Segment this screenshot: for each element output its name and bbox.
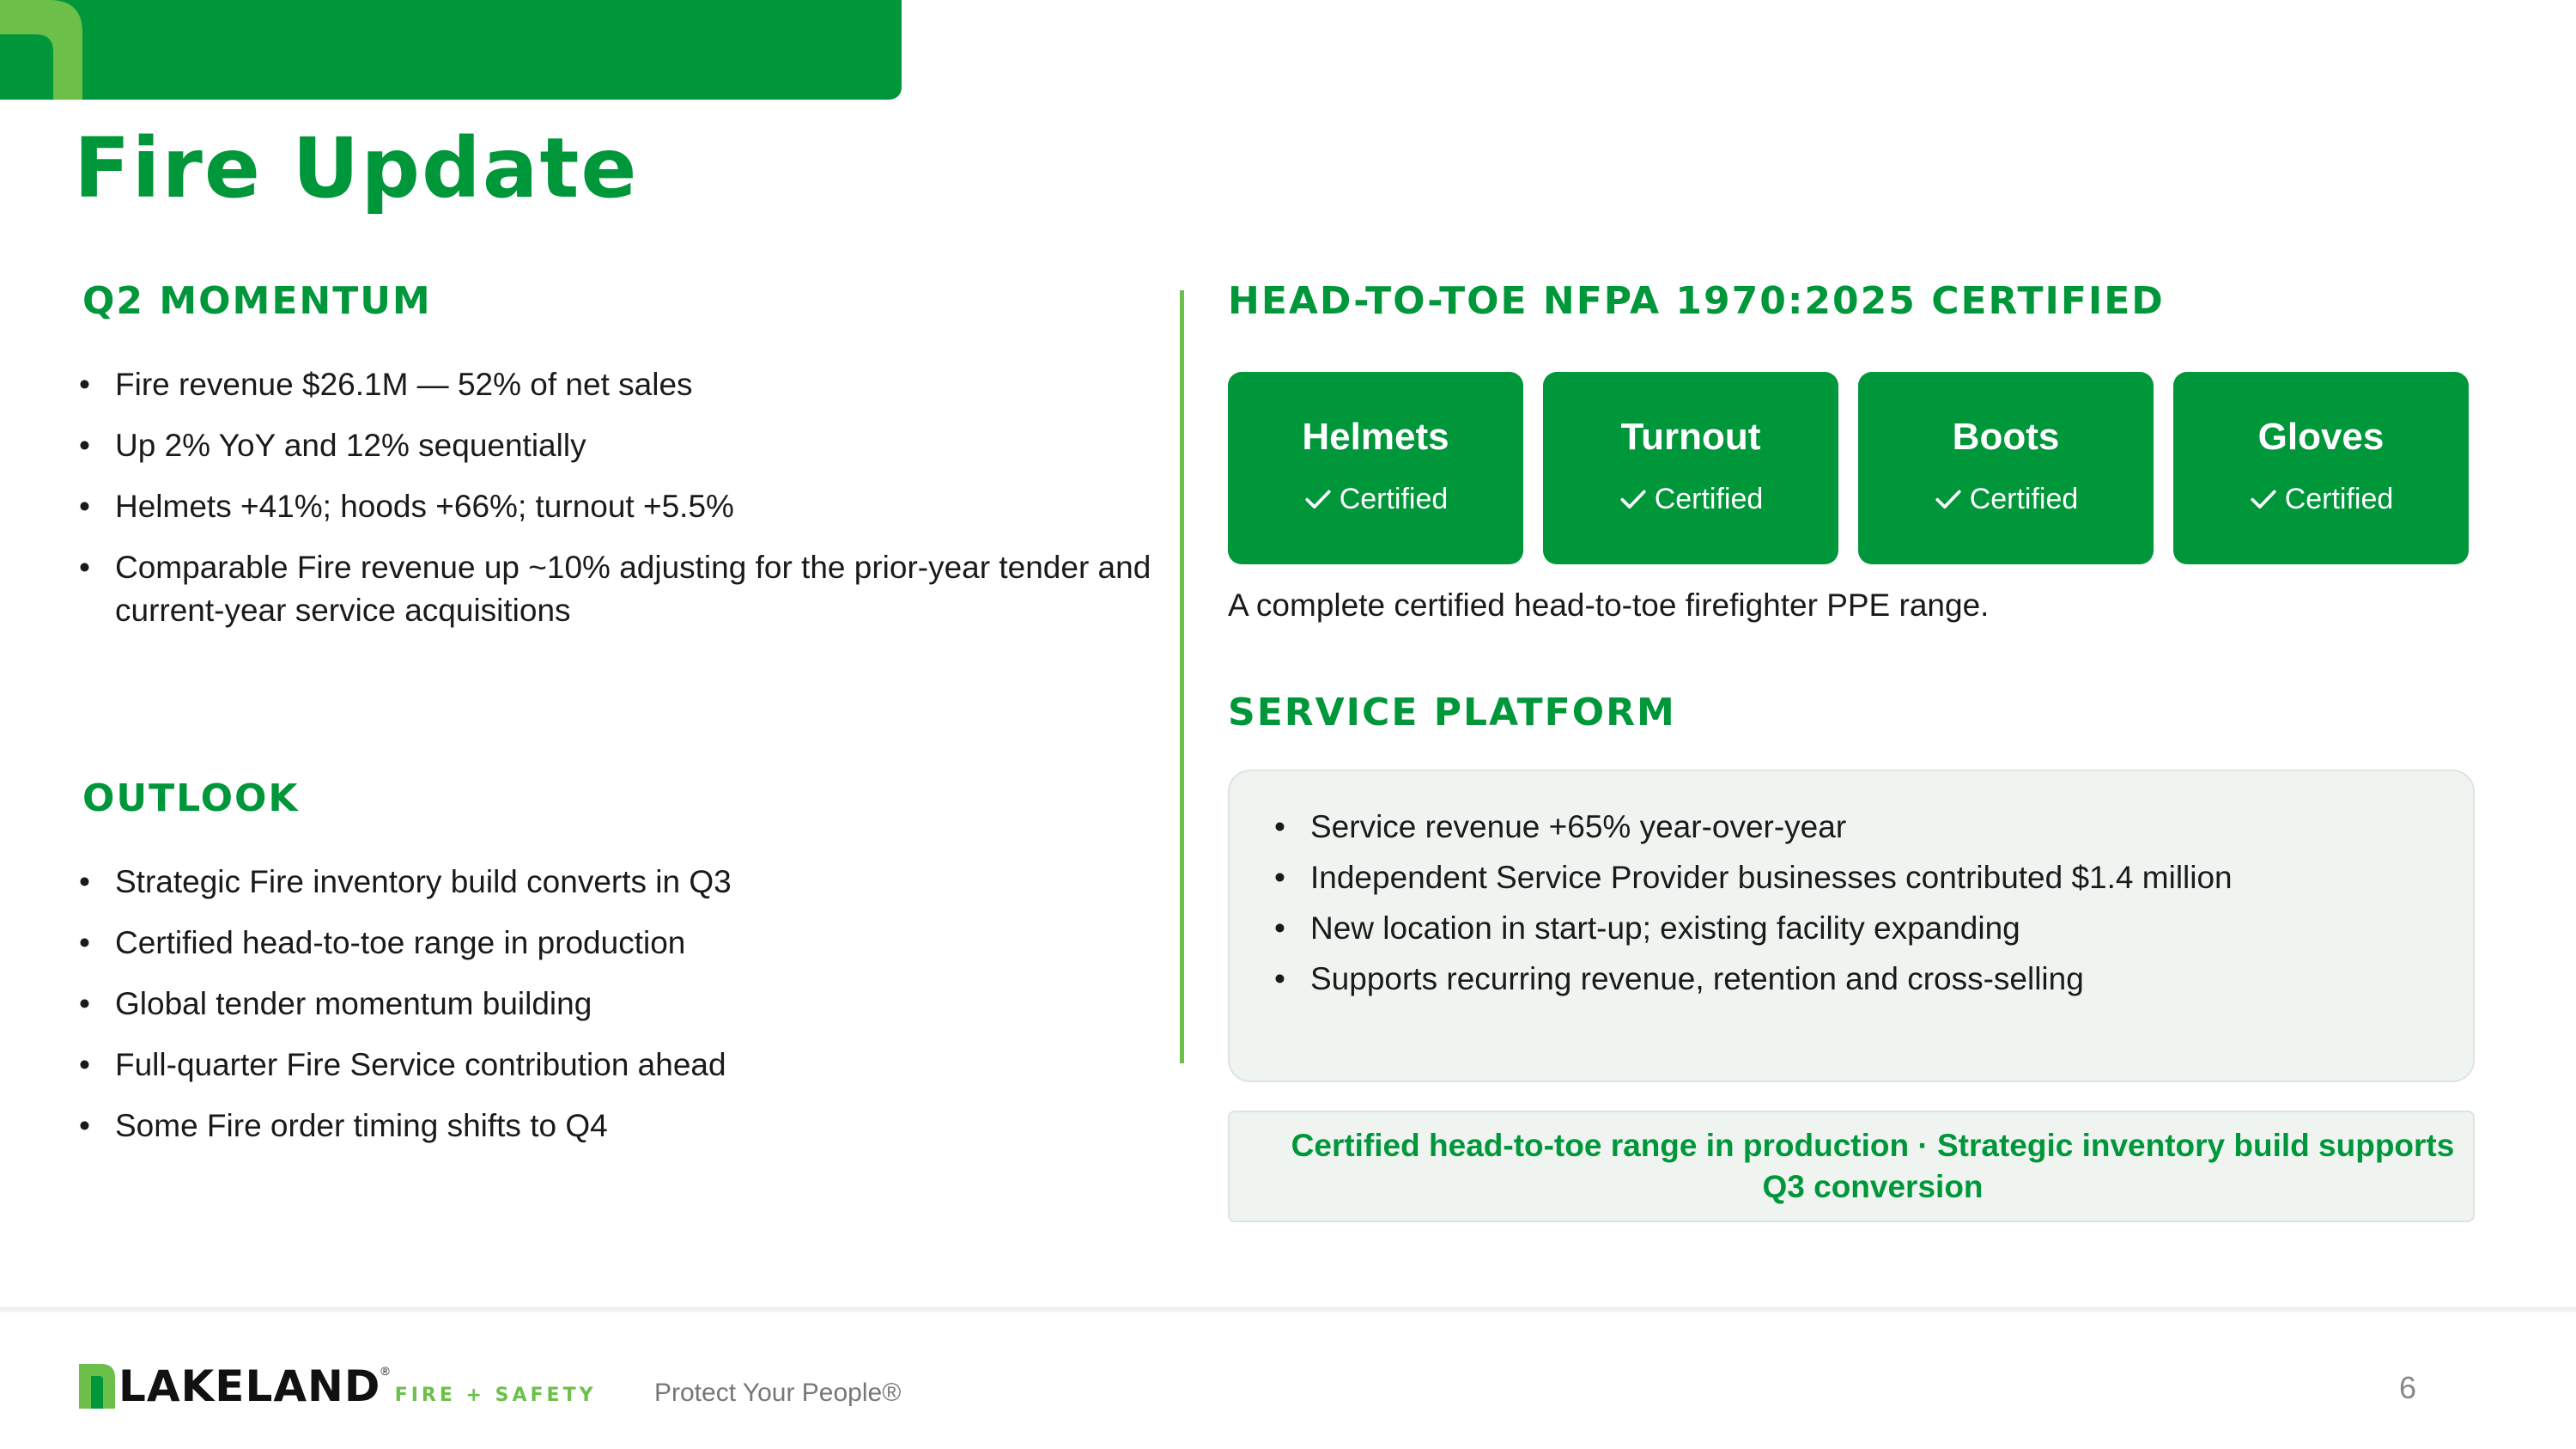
card-status [1934,475,2079,523]
card-status [1303,475,1449,523]
list-item: • Comparable Fire revenue up ~10% adjusting for the prior-year tender and current-year service acquisitions [79,546,1161,632]
card-title: Boots [1952,416,2060,458]
checkmark-icon [1303,484,1333,514]
checkmark-icon [1934,484,1963,514]
card-gloves [2173,372,2469,564]
service-platform-list [1274,806,2442,1008]
list-item: • Some Fire order timing shifts to Q4 [79,1105,1161,1148]
list-item: • Helmets +41%; hoods +66%; turnout +5.5% [79,485,1161,528]
card-helmets [1228,372,1523,564]
outlook-heading: OUTLOOK [82,776,300,820]
certified-cards [1228,372,2469,564]
q2-momentum-list [79,363,1161,650]
card-boots [1858,372,2154,564]
lakeland-logo [79,1361,597,1411]
page-title: Fire Update [74,120,639,216]
checkmark-icon [2249,484,2278,514]
card-status-label: Certified [1339,483,1449,515]
card-title: Turnout [1620,416,1761,458]
callout-text: Certified head-to-toe range in production · Strategic inventory build supports Q3 conversion [1291,1128,2455,1204]
footer-divider [0,1307,2576,1312]
logo-subtitle: FIRE + SAFETY [394,1385,597,1406]
list-item: • Supports recurring revenue, retention and cross-selling [1274,958,2442,1001]
outlook-list [79,861,1161,1166]
list-item: • Strategic Fire inventory build converts in Q3 [79,861,1161,904]
logo-wordmark: LAKELAND [118,1361,381,1411]
page-number: 6 [2399,1370,2417,1405]
brand-corner-mark-icon [0,0,82,100]
footer-tagline: Protect Your People® [654,1379,902,1407]
card-status [2249,475,2394,523]
list-item: • Service revenue +65% year-over-year [1274,806,2442,849]
service-platform-heading: SERVICE PLATFORM [1228,691,1676,734]
card-status-label: Certified [1654,483,1764,515]
summary-callout [1228,1111,2475,1222]
checkmark-icon [1619,484,1648,514]
list-item: • Independent Service Provider businesses contributed $1.4 million [1274,856,2442,899]
card-status [1619,475,1764,523]
header-band [0,0,902,100]
card-title: Gloves [2257,416,2385,458]
list-item: • Up 2% YoY and 12% sequentially [79,424,1161,467]
card-turnout [1543,372,1838,564]
list-item: • Full-quarter Fire Service contribution ahead [79,1044,1161,1087]
list-item: • Certified head-to-toe range in production [79,922,1161,965]
q2-momentum-heading: Q2 MOMENTUM [82,279,432,323]
logo-registered-mark: ® [380,1364,390,1378]
card-status-label: Certified [1969,483,2079,515]
certified-heading: HEAD-TO-TOE NFPA 1970:2025 CERTIFIED [1228,279,2165,323]
logo-leaf-icon [79,1364,115,1409]
column-divider [1180,290,1184,1063]
list-item: • Global tender momentum building [79,983,1161,1026]
certified-caption: A complete certified head-to-toe firefighter PPE range. [1228,588,1990,623]
list-item: • New location in start-up; existing facility expanding [1274,907,2442,950]
card-status-label: Certified [2284,483,2394,515]
list-item: • Fire revenue $26.1M — 52% of net sales [79,363,1161,406]
card-title: Helmets [1302,416,1449,458]
